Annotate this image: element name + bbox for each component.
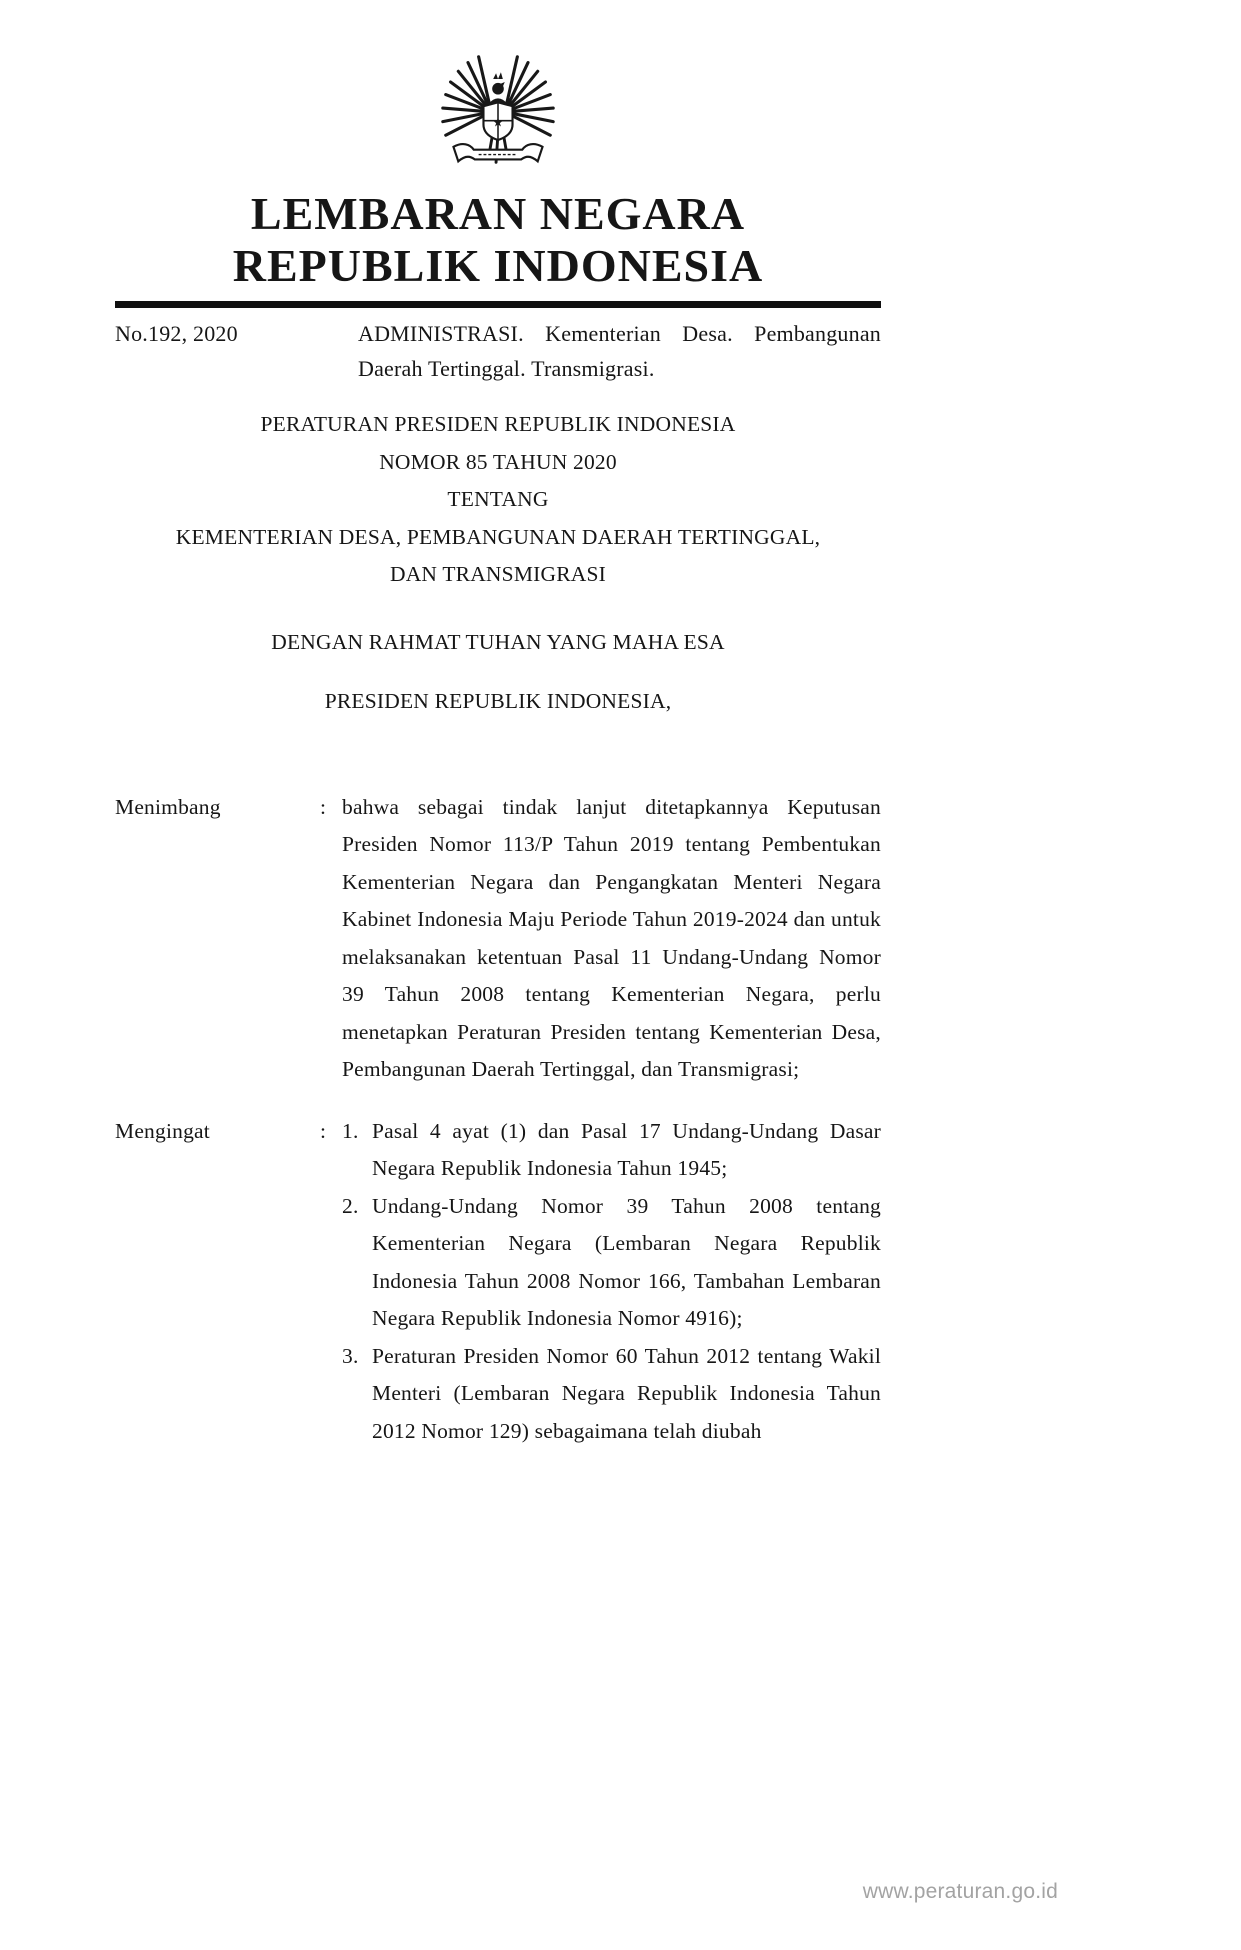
source-website-watermark: www.peraturan.go.id (862, 1880, 1058, 1903)
list-item-text: Undang-Undang Nomor 39 Tahun 2008 tentang Kementerian Negara (Lembaran Negara Republik Indonesia Tahun 2008 Nomor 166, Tambahan Lembaran Negara Republik Indonesia Nomor 4916); (372, 1193, 881, 1330)
list-item-text: Pasal 4 ayat (1) dan Pasal 17 Undang-Undang Dasar Negara Republik Indonesia Tahun 1945; (372, 1118, 881, 1180)
regulation-heading (115, 406, 881, 594)
gazette-title-line2: REPUBLIK INDONESIA (232, 240, 764, 291)
considerations-clause (115, 789, 881, 1089)
list-item-text: Peraturan Presiden Nomor 60 Tahun 2012 tentang Wakil Menteri (Lembaran Negara Republik Indonesia Tahun 2012 Nomor 129) sebagaimana telah diubah (372, 1343, 881, 1443)
gazette-title (115, 188, 881, 292)
shield-star-icon: ★ (492, 115, 504, 130)
legal-basis-item (342, 1113, 881, 1188)
legal-basis-label: Mengingat (115, 1118, 210, 1143)
authority-line: PRESIDEN REPUBLIK INDONESIA, (324, 689, 672, 713)
legal-basis-list (342, 1113, 881, 1451)
regulation-heading-line3: TENTANG (447, 487, 549, 511)
regulation-heading-line5: DAN TRANSMIGRASI (389, 562, 607, 586)
legal-basis-colon: : (320, 1118, 327, 1143)
garuda-pancasila-emblem-icon (115, 50, 881, 172)
list-item-number: 1. (342, 1118, 359, 1143)
page-content (115, 50, 881, 1450)
considerations-colon: : (320, 794, 327, 819)
list-item-number: 2. (342, 1193, 359, 1218)
regulation-heading-line4: KEMENTERIAN DESA, PEMBANGUNAN DAERAH TERTINGGAL, (175, 524, 821, 549)
pancasila-shield (483, 102, 512, 140)
legal-basis-clause (115, 1113, 881, 1451)
considerations-text: bahwa sebagai tindak lanjut ditetapkannya Keputusan Presiden Nomor 113/P Tahun 2019 tentang Pembentukan Kementerian Negara dan Pengangkatan Menteri Negara Kabinet Indonesia Maju Periode Tahun 2019-2024 dan untuk melaksanakan ketentuan Pasal 11 Undang-Undang Nomor 39 Tahun 2008 tentang Kementerian Negara, perlu menetapkan Peraturan Presiden tentang Kementerian Desa, Pembangunan Daerah Tertinggal, dan Transmigrasi; (342, 794, 881, 1081)
edition-number: No.192, 2020 (115, 321, 238, 346)
garuda-emblem-svg (439, 50, 557, 172)
considerations-label: Menimbang (115, 794, 221, 819)
regulation-heading-line2: NOMOR 85 TAHUN 2020 (379, 449, 617, 474)
invocation-line: DENGAN RAHMAT TUHAN YANG MAHA ESA (271, 629, 725, 654)
legal-basis-item (342, 1188, 881, 1338)
masthead-row (115, 316, 881, 386)
list-item-number: 3. (342, 1343, 359, 1368)
title-divider-rule (115, 301, 881, 308)
regulation-heading-line1: PERATURAN PRESIDEN REPUBLIK INDONESIA (260, 412, 736, 436)
gazette-title-line1: LEMBARAN NEGARA (250, 188, 746, 239)
legal-basis-item (342, 1338, 881, 1451)
subject-classification: ADMINISTRASI. Kementerian Desa. Pembangunan Daerah Tertinggal. Transmigrasi. (358, 321, 881, 381)
